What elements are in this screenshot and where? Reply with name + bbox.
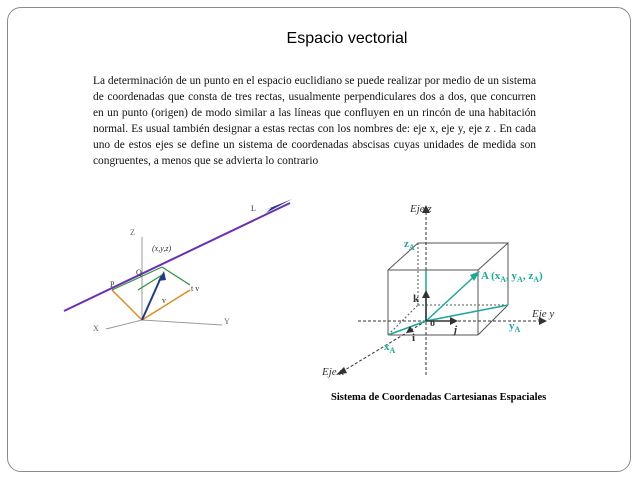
slide-title: Espacio vectorial (286, 30, 408, 47)
x-axis (340, 321, 426, 373)
vector-oq-arrowhead (158, 271, 166, 281)
x-axis-label: X (93, 324, 99, 333)
y-axis-line (142, 320, 222, 325)
xa-label: $x_A$ (384, 341, 396, 355)
origin-label: o (430, 318, 435, 329)
v-label: v (162, 296, 166, 305)
q-label: Q (136, 268, 142, 277)
vector-op (112, 290, 142, 320)
unit-k-label: k (413, 293, 420, 305)
line-l-label: L (251, 204, 256, 213)
line-in-space-figure (60, 195, 310, 345)
z-axis-label: Eje z (410, 203, 432, 215)
vector-qr (162, 267, 190, 285)
za-label: $z_A$ (404, 238, 415, 252)
ya-label: $y_A$ (509, 320, 521, 334)
figure-caption: Sistema de Coordenadas Cartesianas Espaciales (331, 392, 547, 403)
point-label: (x,y,z) (152, 244, 172, 253)
y-axis-label: Eje y (532, 308, 555, 320)
x-axis-label: Eje x (322, 366, 345, 378)
z-axis-label: Z (130, 228, 135, 237)
tv-label: t v (191, 284, 200, 293)
cartesian-3d-figure (318, 195, 583, 395)
unit-j-label: j (454, 324, 458, 336)
y-axis-label: Y (224, 317, 230, 326)
x-axis-line (106, 320, 142, 329)
line-l (64, 203, 290, 311)
unit-i-label: i (412, 332, 416, 344)
p-label: P (110, 280, 115, 289)
slide-body-text: La determinación de un punto en el espacio euclidiano se puede realizar por medio de un sistema de coordenadas que consta de tres rectas, usualmente perpendiculares dos a dos, que concurren en un punto (origen) de modo similar a las líneas que confluyen en un rincón de una habitación normal. Es usual también designar a estas rectas con los nombres de: eje x, eje y, eje z . En cada uno de estos ejes se define un sistema de coordenadas abscisas cuyas unidades de medida son congruentes, a menos que se advierta lo contrario (93, 75, 536, 167)
point-a-label: A ($x_A$, $y_A$, $z_A$) (481, 270, 543, 284)
